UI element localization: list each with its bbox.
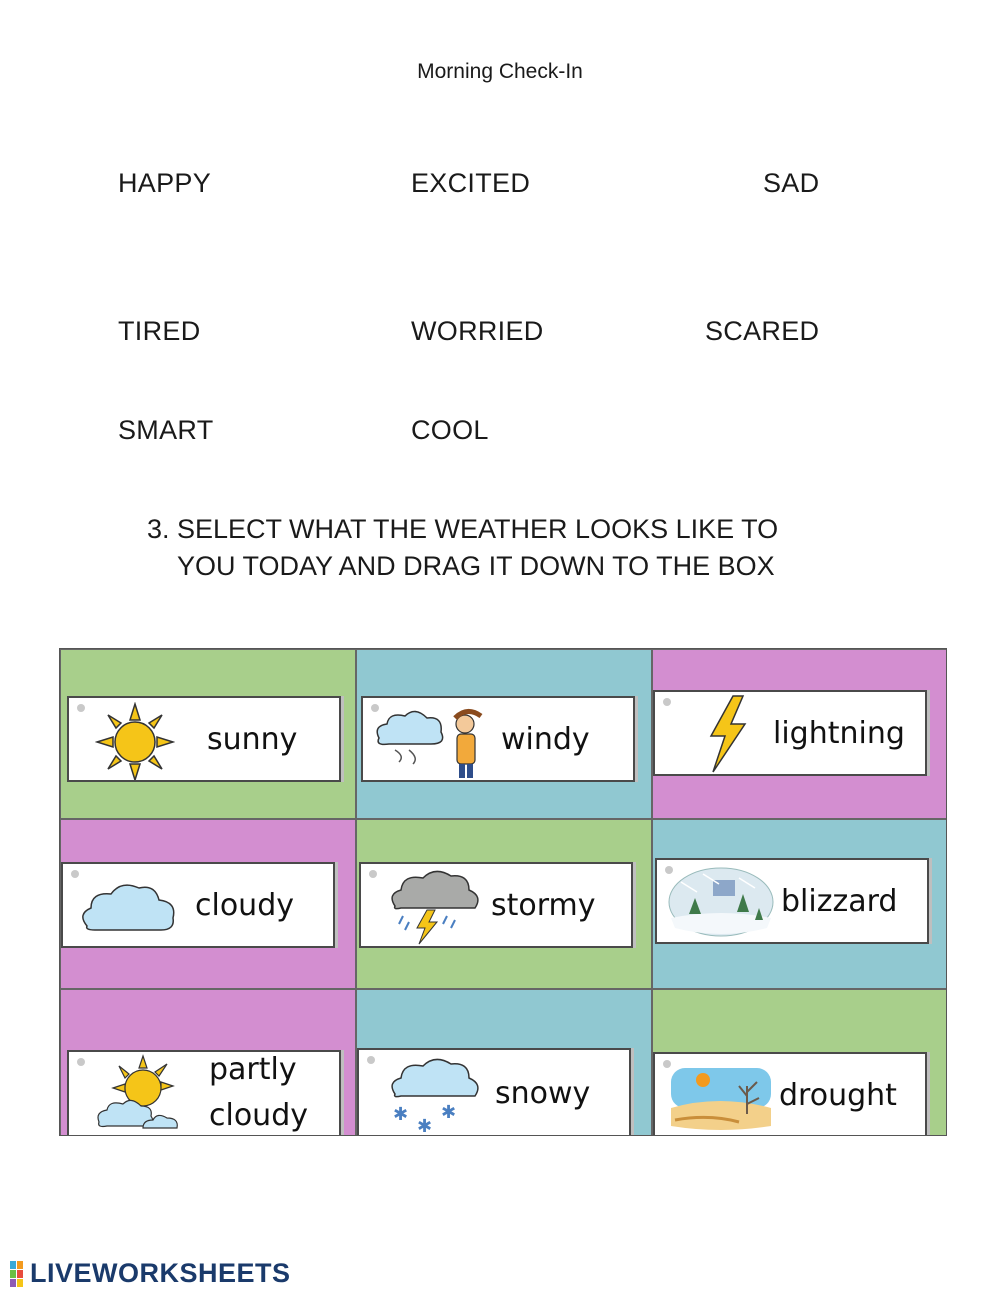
weather-label-line-1: partly xyxy=(209,1052,297,1087)
instruction-number: 3. xyxy=(147,514,170,544)
grid-cell[interactable] xyxy=(356,989,652,1136)
drag-handle-dot xyxy=(77,1058,85,1066)
cloud-icon xyxy=(77,878,181,938)
sun-icon xyxy=(95,702,175,782)
grid-cell[interactable] xyxy=(60,819,356,989)
weather-grid xyxy=(59,648,947,1136)
feeling-sad[interactable]: SAD xyxy=(763,168,820,198)
snow-cloud-icon xyxy=(387,1054,483,1136)
liveworksheets-logo-icon xyxy=(10,1259,30,1289)
lightning-bolt-icon xyxy=(703,694,753,774)
feeling-tired[interactable]: TIRED xyxy=(118,316,201,346)
grid-cell[interactable] xyxy=(60,649,356,819)
svg-text:✱: ✱ xyxy=(393,1104,409,1125)
weather-label: lightning xyxy=(773,716,905,751)
instruction-line-2: YOU TODAY AND DRAG IT DOWN TO THE BOX xyxy=(177,551,775,581)
weather-card-stormy[interactable] xyxy=(359,862,633,948)
liveworksheets-brand[interactable]: LIVEWORKSHEETS xyxy=(30,1258,291,1288)
grid-cell[interactable] xyxy=(356,819,652,989)
weather-label-line-2: cloudy xyxy=(209,1098,308,1133)
weather-label: snowy xyxy=(495,1076,591,1111)
storm-cloud-icon xyxy=(387,866,483,946)
feeling-smart[interactable]: SMART xyxy=(118,415,214,445)
svg-text:✱: ✱ xyxy=(441,1102,457,1123)
weather-card-cloudy[interactable] xyxy=(61,862,335,948)
weather-label: sunny xyxy=(207,722,298,757)
weather-label: stormy xyxy=(491,888,596,923)
desert-icon xyxy=(669,1064,773,1134)
weather-label: drought xyxy=(779,1078,897,1113)
drag-handle-dot xyxy=(71,870,79,878)
weather-card-partly-cloudy[interactable] xyxy=(67,1050,341,1136)
drag-handle-dot xyxy=(369,870,377,878)
weather-label: windy xyxy=(501,722,590,757)
weather-label: blizzard xyxy=(781,884,898,919)
weather-card-snowy[interactable] xyxy=(357,1048,631,1136)
sun-behind-cloud-icon xyxy=(95,1054,185,1136)
grid-cell[interactable] xyxy=(356,649,652,819)
svg-text:✱: ✱ xyxy=(417,1116,433,1136)
drag-handle-dot xyxy=(367,1056,375,1064)
drag-handle-dot xyxy=(77,704,85,712)
weather-card-drought[interactable] xyxy=(653,1052,927,1136)
wind-cloud-icon xyxy=(371,700,491,782)
weather-card-lightning[interactable] xyxy=(653,690,927,776)
feeling-cool[interactable]: COOL xyxy=(411,415,489,445)
weather-card-sunny[interactable] xyxy=(67,696,341,782)
weather-card-blizzard[interactable] xyxy=(655,858,929,944)
blizzard-icon xyxy=(667,864,775,940)
page-title: Morning Check-In xyxy=(417,60,583,83)
grid-cell[interactable] xyxy=(652,989,947,1136)
drag-handle-dot xyxy=(663,698,671,706)
feeling-scared[interactable]: SCARED xyxy=(705,316,820,346)
weather-label: cloudy xyxy=(195,888,294,923)
feeling-worried[interactable]: WORRIED xyxy=(411,316,544,346)
feeling-happy[interactable]: HAPPY xyxy=(118,168,212,198)
grid-cell[interactable] xyxy=(652,649,947,819)
instruction-line-1: SELECT WHAT THE WEATHER LOOKS LIKE TO xyxy=(177,514,779,544)
weather-card-windy[interactable] xyxy=(361,696,635,782)
feeling-excited[interactable]: EXCITED xyxy=(411,168,531,198)
grid-cell[interactable] xyxy=(652,819,947,989)
grid-cell[interactable] xyxy=(60,989,356,1136)
